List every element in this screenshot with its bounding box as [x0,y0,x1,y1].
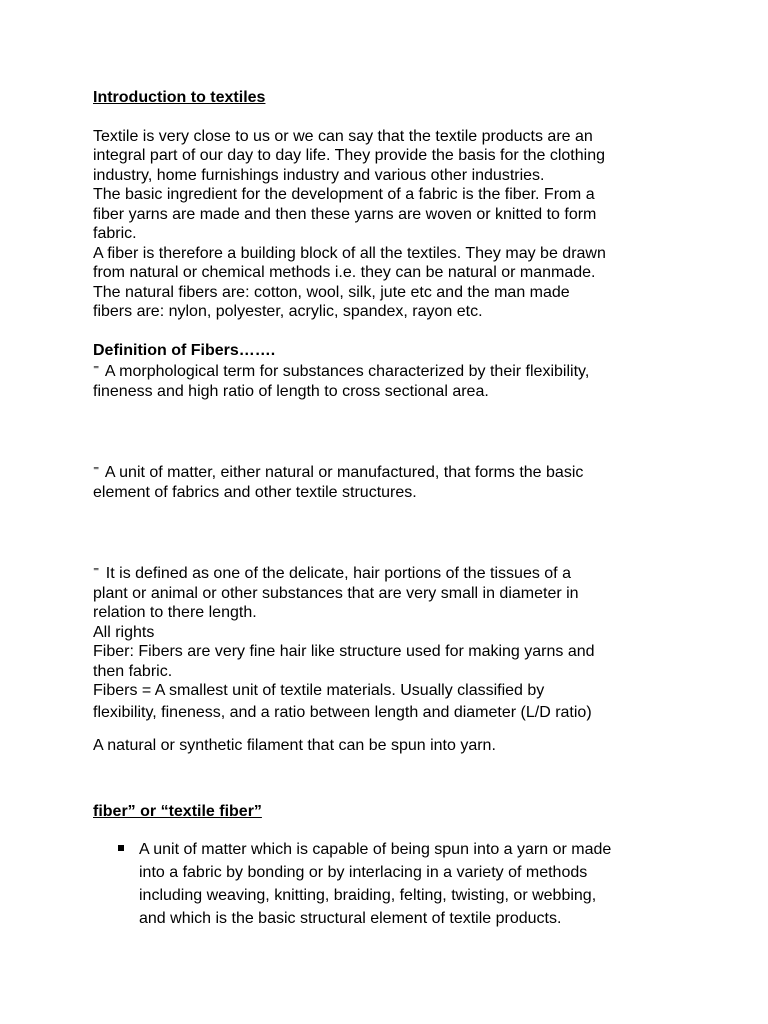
intro-line: Textile is very close to us or we can say that the textile products are an [93,127,593,145]
intro-line: fiber yarns are made and then these yarns are woven or knitted to form [93,205,597,223]
fiber-section-title: fiber” or “textile fiber” [93,802,262,820]
intro-line: from natural or chemical methods i.e. they can be natural or manmade. [93,264,596,281]
definition-text: It is defined as one of the delicate, hair portions of the tissues of a [105,565,571,582]
bullet-line: into a fabric by bonding or by interlacing in a variety of methods [139,864,588,881]
definition-item [93,461,693,502]
intro-line: fabric. [93,225,137,242]
definition-title: Definition of Fibers……. [93,341,276,359]
arrow-bullet-icon: ⁼ [93,463,100,477]
extra-paragraph [93,623,693,723]
definition-line [93,461,693,483]
arrow-bullet-icon: ⁼ [93,564,100,578]
definition-line: relation to there length. [93,604,257,621]
intro-line: industry, home furnishings industry and various other industries. [93,166,545,184]
square-bullet-icon [118,845,124,851]
extra-line: Fiber: Fibers are very fine hair like structure used for making yarns and [93,643,595,660]
bullet-line: A unit of matter which is capable of being spun into a yarn or made [139,841,612,858]
definition-line: fineness and high ratio of length to cross sectional area. [93,382,489,400]
extra-line: flexibility, fineness, and a ratio between length and diameter (L/D ratio) [93,703,592,721]
definition-item [93,562,693,623]
definition-line [93,562,693,584]
definition-line: plant or animal or other substances that are very small in diameter in [93,584,579,602]
definition-text: A morphological term for substances characterized by their flexibility, [104,363,590,380]
definition-line [93,360,693,382]
bullet-line: including weaving, knitting, braiding, felting, twisting, or webbing, [139,887,597,904]
extra-line: Fibers = A smallest unit of textile materials. Usually classified by [93,682,545,699]
arrow-bullet-icon: ⁼ [93,362,100,376]
intro-line: A fiber is therefore a building block of all the textiles. They may be drawn [93,244,606,262]
fiber-bullet-list [93,838,693,930]
definition-line: element of fabrics and other textile structures. [93,483,417,501]
intro-line: integral part of our day to day life. They provide the basis for the clothing [93,147,605,164]
intro-line: The natural fibers are: cotton, wool, silk, jute etc and the man made [93,283,570,301]
extra-line: then fabric. [93,662,173,680]
document-heading: Introduction to textiles [93,89,266,106]
intro-line: The basic ingredient for the development of a fabric is the fiber. From a [93,186,595,203]
intro-line: fibers are: nylon, polyester, acrylic, spandex, rayon etc. [93,303,483,320]
definition-text: A unit of matter, either natural or manufactured, that forms the basic [104,464,584,481]
intro-paragraph [93,127,693,322]
filament-line: A natural or synthetic filament that can be spun into yarn. [93,737,496,754]
definition-item [93,360,693,401]
bullet-line: and which is the basic structural element of textile products. [139,910,562,927]
document-page [93,88,693,930]
list-item [93,838,693,930]
extra-line: All rights [93,623,155,641]
